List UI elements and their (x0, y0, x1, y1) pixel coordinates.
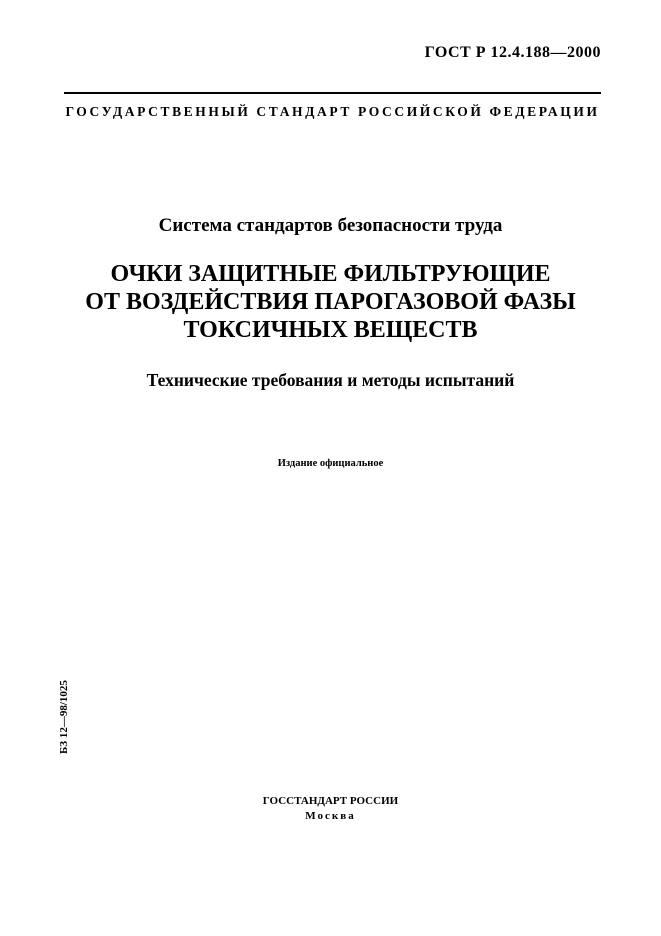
main-title-line: ОТ ВОЗДЕЙСТВИЯ ПАРОГАЗОВОЙ ФАЗЫ (85, 289, 576, 315)
publisher: ГОССТАНДАРТ РОССИИ (262, 795, 399, 807)
subtitle: Технические требования и методы испытаний (146, 370, 515, 390)
side-code: БЗ 12—98/1025 (58, 680, 70, 754)
document-number: ГОСТ Р 12.4.188—2000 (424, 44, 601, 61)
organization-header: ГОСУДАРСТВЕННЫЙ СТАНДАРТ РОССИЙСКОЙ ФЕДЕРАЦИИ (65, 104, 600, 119)
main-title (0, 260, 661, 344)
header-rule (64, 92, 601, 94)
city: Москва (305, 810, 356, 822)
main-title-line: ТОКСИЧНЫХ ВЕЩЕСТВ (183, 317, 478, 343)
system-title: Система стандартов безопасности труда (158, 215, 503, 236)
edition-label: Издание официальное (277, 458, 384, 469)
main-title-line: ОЧКИ ЗАЩИТНЫЕ ФИЛЬТРУЮЩИЕ (110, 261, 551, 287)
